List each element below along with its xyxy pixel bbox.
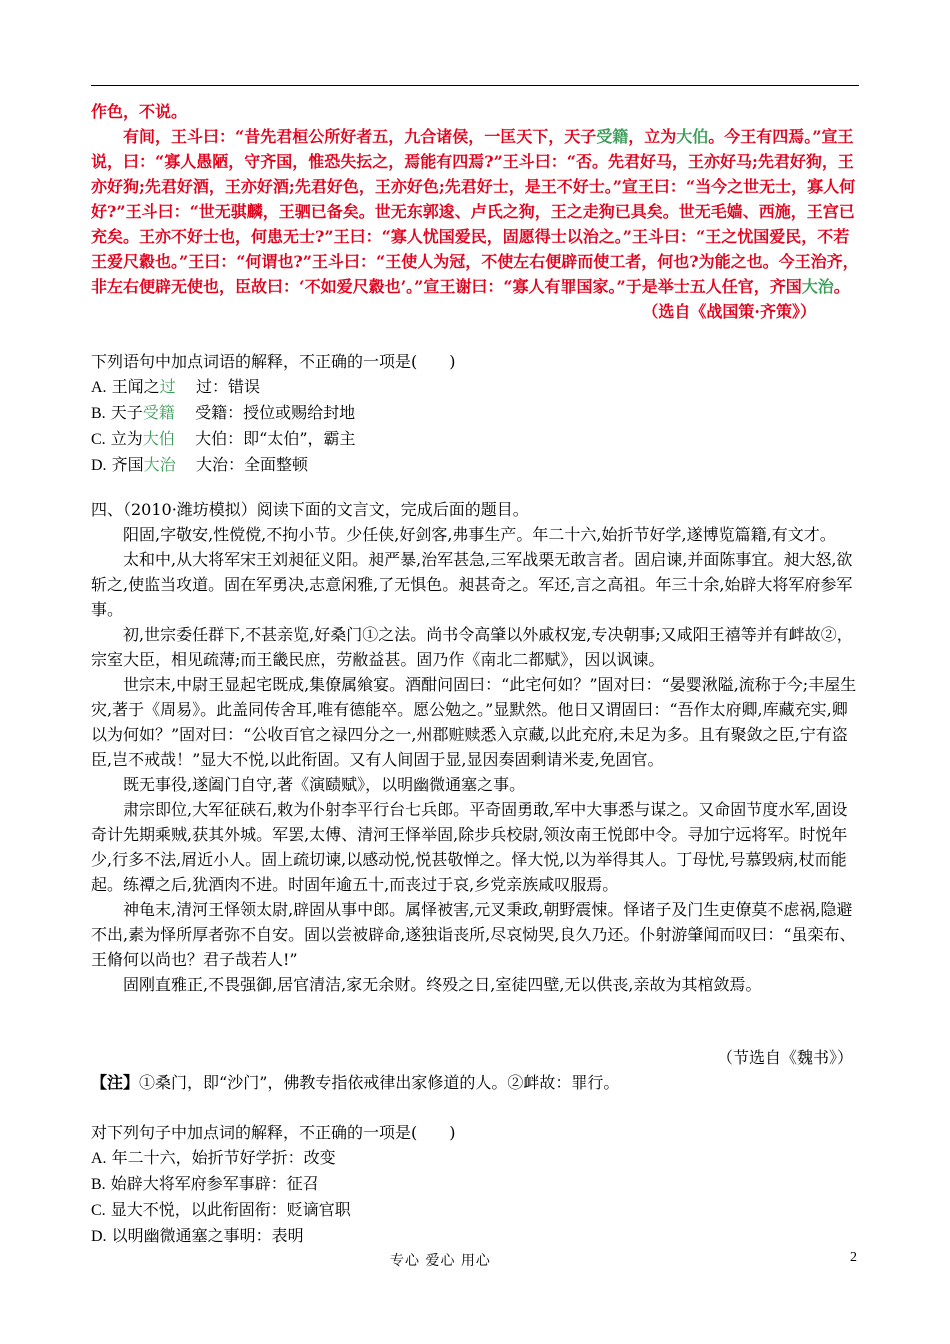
passage-paragraph: 世宗末,中尉王显起宅既成,集僚属飨宴。酒酣问固曰：“此宅何如？”固对曰：“晏婴湫隘,流称于今;丰屋生灾,著于《周易》。此盖同传舍耳,唯有德能卒。愿公勉之。”显默然。他日又谓固曰：“吾作太府卿,库藏充实,卿以为何如？”固对曰：“公收百官之禄四分之一,州郡赃赎悉入京藏,以此充府,未足为多。且有聚敛之臣,宁有盗臣,岂不戒哉！”显大不悦,以此衔固。又有人间固于显,显因奏固剩请米麦,免固官。 <box>91 675 857 769</box>
note-label: 【注】 <box>91 1073 140 1092</box>
footer-motto: 专心 爱心 用心 <box>390 1253 491 1269</box>
passage-paragraph: 神龟末,清河王怿领太尉,辟固从事中郎。属怿被害,元叉秉政,朝野震悚。怿诸子及门生吏僚莫不虑祸,隐避不出,素为怿所厚者弥不自安。固以尝被辟命,遂独诣丧所,尽哀恸哭,良久乃还。仆射游肇闻而叹曰：“虽栾布、王脩何以尚也？君子哉若人!” <box>91 900 856 969</box>
option-d: D. 以明幽微通塞之事明：表明 <box>91 1226 304 1245</box>
question-1 <box>91 349 861 478</box>
passage-end <box>91 99 861 324</box>
option-c: C. 立为大伯 大伯：即“太伯”，霸主 <box>91 429 356 448</box>
option-a: A. 王闻之过 过：错误 <box>91 377 261 396</box>
option-c: C. 显大不悦，以此衔固衔：贬谪官职 <box>91 1200 351 1219</box>
passage-paragraph: 有间，王斗曰：“昔先君桓公所好者五，九合诸侯，一匡天下，天子受籍，立为大伯。今王有四焉。”宣王说，曰：“寡人愚陋，守齐国，惟恐失抎之，焉能有四焉?”王斗曰：“否。先君好马，王亦好马;先君好狗，王亦好狗;先君好酒，王亦好酒;先君好色，王亦好色;先君好士，是王不好士。”宣王曰：“当今之世无士，寡人何好?”王斗曰：“世无骐麟，王驷已备矣。世无东郭逡、卢氏之狗，王之走狗已具矣。世无毛嫱、西施，王宫已充矣。王亦不好士也，何患无士?”王曰：“寡人忧国爱民，固愿得士以治之。”王斗曰：“王之忧国爱民，不若王爱尺縠也。”王曰：“何谓也?”王斗曰：“王使人为冠，不使左右便辟而使工者，何也?为能之也。今王治齐，非左右便辟无使也，臣故曰：‘不如爱尺縠也’。”宣王谢曰：“寡人有罪国家。”于是举士五人任官，齐国大治。 <box>91 127 859 296</box>
option-d: D. 齐国大治 大治：全面整顿 <box>91 455 309 474</box>
keyword-dabo: 大伯 <box>676 127 709 146</box>
question-2 <box>91 1120 861 1249</box>
section-heading: 四、（2010·潍坊模拟）阅读下面的文言文，完成后面的题目。 <box>91 500 529 519</box>
passage-source: （选自《战国策·齐策》） <box>642 302 816 321</box>
question-stem: 对下列句子中加点词的解释，不正确的一项是( ) <box>91 1123 456 1142</box>
section-4 <box>91 497 861 997</box>
keyword-shouji: 受籍 <box>596 127 629 146</box>
option-a: A. 年二十六，始折节好学折：改变 <box>91 1148 336 1167</box>
question-stem: 下列语句中加点词语的解释，不正确的一项是( ) <box>91 352 456 371</box>
passage-paragraph: 初,世宗委任群下,不甚亲览,好桑门①之法。尚书令高肇以外戚权宠,专决朝事;又咸阳王禧等并有衅故②，宗室大臣，相见疏薄;而王畿民庶，劳敝益甚。固乃作《南北二都赋》，因以讽谏。 <box>91 625 853 669</box>
note <box>91 1070 861 1095</box>
note-text: ①桑门，即“沙门”，佛教专指依戒律出家修道的人。②衅故：罪行。 <box>139 1073 620 1092</box>
passage-line-0: 作色，不说。 <box>91 102 188 121</box>
option-b: B. 始辟大将军府参军事辟：征召 <box>91 1174 319 1193</box>
passage-paragraph: 太和中,从大将军宋王刘昶征义阳。昶严暴,治军甚急,三军战栗无敢言者。固启谏,并面陈事宜。昶大怒,欲斩之,使监当攻道。固在军勇决,志意闲雅,了无惧色。昶甚奇之。军还,言之高祖。年三十余,始辟大将军府参军事。 <box>91 550 853 619</box>
passage-paragraph: 既无事役,遂阖门自守,著《演赜赋》，以明幽微通塞之事。 <box>123 775 526 794</box>
passage-paragraph: 固刚直雅正,不畏强御,居官清洁,家无余财。终殁之日,室徒四壁,无以供丧,亲故为其棺敛焉。 <box>123 975 762 994</box>
section-source: （节选自《魏书》） <box>716 1048 853 1067</box>
page-number: 2 <box>850 1250 857 1265</box>
header-rule <box>91 85 859 86</box>
option-b: B. 天子受籍 受籍：授位或赐给封地 <box>91 403 356 422</box>
passage-paragraph: 阳固,字敬安,性傥傥,不拘小节。少任侠,好剑客,弗事生产。年二十六,始折节好学,遂博览篇籍,有文才。 <box>123 525 836 544</box>
passage-paragraph: 肃宗即位,大军征硖石,敕为仆射李平行台七兵郎。平奇固勇敢,军中大事悉与谋之。又命固节度水军,固设奇计先期乘贼,获其外城。军罢,太傅、清河王怿举固,除步兵校尉,领汝南王悦郎中令。寻加宁远将军。时悦年少,行多不法,屑近小人。固上疏切谏,以感动悦,悦甚敬惮之。怿大悦,以为举得其人。丁母忧,号慕毁病,杖而能起。练禫之后,犹酒肉不进。时固年逾五十,而丧过于哀,乡党亲族咸叹服焉。 <box>91 800 848 894</box>
keyword-dazhi: 大治 <box>801 277 834 296</box>
